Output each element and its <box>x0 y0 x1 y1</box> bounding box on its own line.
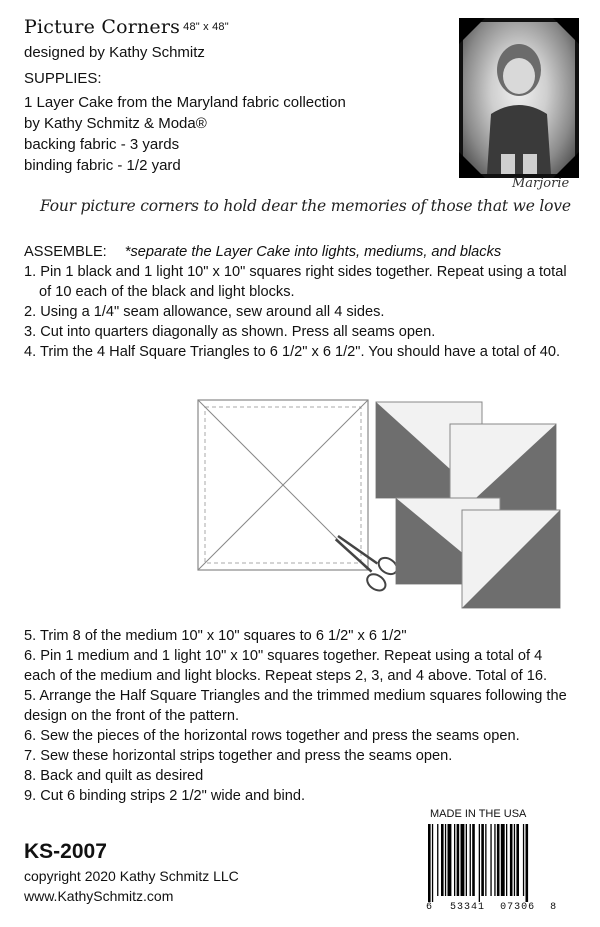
barcode-bar <box>428 824 431 902</box>
barcode-bar <box>506 824 507 896</box>
barcode-digit-group: 07306 <box>500 902 536 913</box>
barcode-bar <box>485 824 486 896</box>
vintage-photo <box>459 18 579 178</box>
barcode-bar <box>514 824 515 896</box>
assemble-note: *separate the Layer Cake into lights, mediums, and blacks <box>124 244 502 260</box>
step-line: 5. Trim 8 of the medium 10" x 10" squares to 6 1/2" x 6 1/2" <box>24 628 407 644</box>
step-line: 6. Pin 1 medium and 1 light 10" x 10" squares together. Repeat using a total of 4 <box>24 648 543 664</box>
supply-line: by Kathy Schmitz & Moda® <box>24 115 207 132</box>
barcode-bar <box>494 824 495 896</box>
barcode-bar <box>501 824 505 896</box>
step-line: 2. Using a 1/4" seam allowance, sew around all 4 sides. <box>24 304 385 320</box>
photo-corner-mounts <box>459 18 579 178</box>
pattern-title <box>24 16 229 38</box>
barcode-bar <box>448 824 452 896</box>
barcode-bar <box>472 824 475 896</box>
assemble-heading: ASSEMBLE: <box>24 244 107 260</box>
barcode-bar <box>510 824 513 896</box>
assemble-header <box>24 242 584 262</box>
copyright: copyright 2020 Kathy Schmitz LLC <box>24 868 239 884</box>
tagline: Four picture corners to hold dear the memories of those that we love <box>40 197 571 215</box>
barcode-bar <box>526 824 529 902</box>
barcode-bar <box>516 824 519 896</box>
barcode-bar <box>470 824 471 896</box>
supply-line: 1 Layer Cake from the Maryland fabric collection <box>24 94 346 111</box>
barcode-bar <box>454 824 455 896</box>
step-line: 6. Sew the pieces of the horizontal rows together and press the seams open. <box>24 728 520 744</box>
hst-diagram <box>190 390 570 620</box>
barcode-bar <box>497 824 500 896</box>
step-line: 3. Cut into quarters diagonally as shown. Press all seams open. <box>24 324 436 340</box>
step-line: design on the front of the pattern. <box>24 708 240 724</box>
designer-credit: designed by Kathy Schmitz <box>24 44 205 61</box>
barcode-bar <box>523 824 524 896</box>
website-link[interactable]: www.KathySchmitz.com <box>24 888 174 904</box>
step-line: 5. Arrange the Half Square Triangles and the trimmed medium squares following the <box>24 688 567 704</box>
barcode-bar <box>457 824 460 896</box>
barcode-bar <box>466 824 467 896</box>
steps-section <box>24 626 584 806</box>
step-line: each of the medium and light blocks. Repeat steps 2, 3, and 4 above. Total of 16. <box>24 668 548 684</box>
barcode-bar <box>479 824 480 902</box>
barcode-bar <box>461 824 465 896</box>
step-line: of 10 each of the black and light blocks. <box>39 284 295 300</box>
barcode-bar <box>481 824 484 896</box>
hst-block <box>462 510 560 608</box>
supply-line: binding fabric - 1/2 yard <box>24 157 181 174</box>
assemble-section <box>24 242 584 362</box>
photo-caption: Marjorie <box>512 176 570 191</box>
barcode-bar <box>432 824 433 902</box>
barcode-digit-group: 6 <box>426 902 434 913</box>
step-line: 4. Trim the 4 Half Square Triangles to 6 1/2" x 6 1/2". You should have a total of 40. <box>24 344 561 360</box>
pattern-code: KS-2007 <box>24 840 107 863</box>
barcode-bar <box>437 824 438 896</box>
barcode-bar <box>490 824 491 896</box>
step-line: 7. Sew these horizontal strips together and press the seams open. <box>24 748 453 764</box>
barcode <box>422 824 572 902</box>
supply-line: backing fabric - 3 yards <box>24 136 180 153</box>
barcode-bar <box>445 824 446 896</box>
step-line: 9. Cut 6 binding strips 2 1/2" wide and bind. <box>24 788 306 804</box>
barcode-digit-group: 8 <box>550 902 558 913</box>
title-text: Picture Corners <box>24 16 181 38</box>
barcode-digit-group: 53341 <box>450 902 486 913</box>
made-in-label: MADE IN THE USA <box>430 808 527 820</box>
supplies-heading: SUPPLIES: <box>24 70 102 87</box>
quilt-size: 48" x 48" <box>183 21 229 33</box>
barcode-bar <box>441 824 444 896</box>
barcode-digits <box>426 902 557 913</box>
step-line: 8. Back and quilt as desired <box>24 768 204 784</box>
step-line: 1. Pin 1 black and 1 light 10" x 10" squares right sides together. Repeat using a total <box>24 264 567 280</box>
